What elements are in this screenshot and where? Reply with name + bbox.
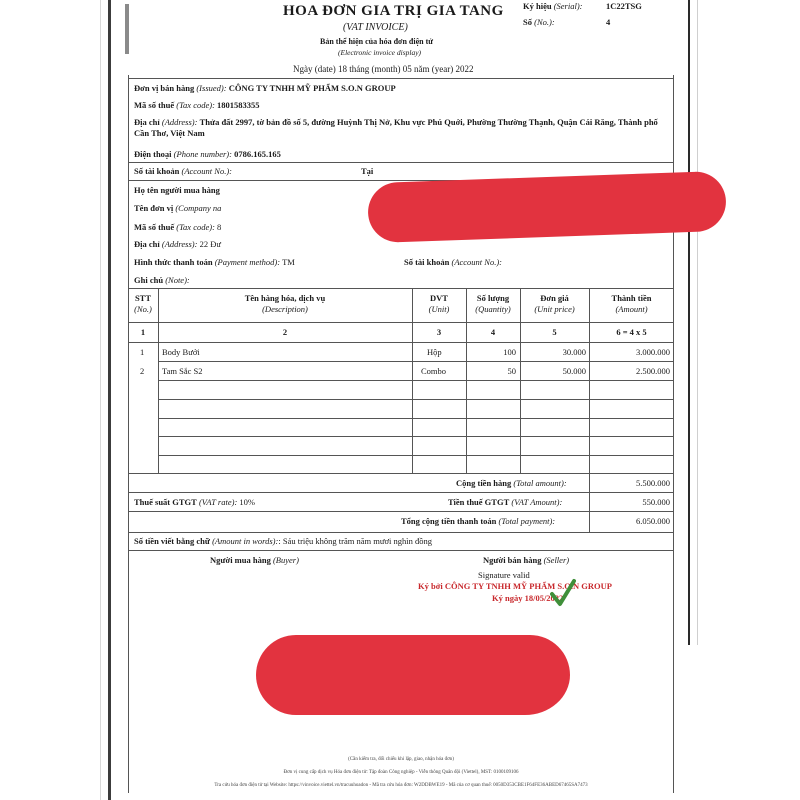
table-bottom-border [128, 473, 674, 474]
row2-desc: Tam Sắc S2 [162, 366, 203, 376]
th-unit-price: Đơn giá (Unit price) [534, 293, 575, 314]
seller-bank-label: Tại [361, 166, 374, 176]
signature-signed-by: Ký bởi CÔNG TY TNHH MỸ PHẨM S.O.N GROUP [418, 581, 612, 591]
buyer-signature-label: Người mua hàng (Buyer) [210, 555, 299, 565]
th-description: Tên hàng hóa, dịch vụ (Description) [244, 293, 326, 314]
index-cell: 1 [140, 327, 146, 337]
buyer-tax-code: Mã số thuế (Tax code): 8 [134, 222, 222, 232]
seller-account: Số tài khoản (Account No.): [134, 166, 232, 176]
index-cell: 3 [436, 327, 442, 337]
buyer-payment-method: Hình thức thanh toán (Payment method): TM [134, 257, 295, 267]
footer-line-3: Tra cứu hóa đơn điện tử tại Website: https://vinvoice.viettel.vn/tracuuhoadon - Mã tra cứu hóa đơn: W2DDBWE19 - Mã của cơ quan thuế: 0050D353CBE1F64FE36ABED67465SA7473 [214, 783, 588, 788]
buyer-name-label: Họ tên người mua hàng [134, 185, 220, 195]
th-unit: DVT (Unit) [428, 293, 450, 314]
row-border [128, 322, 674, 323]
signature-check-icon [550, 578, 576, 608]
table-top-border [128, 288, 674, 289]
signature-signed-date: Ký ngày 18/05/2022 [492, 593, 564, 603]
seller-issued: Đơn vị bán hàng (Issued): CÔNG TY TNHH MỸ PHẨM S.O.N GROUP [134, 83, 396, 93]
vat-rate: Thuế suất GTGT (VAT rate): 10% [134, 497, 255, 507]
th-no: STT (No.) [134, 293, 152, 314]
index-cell: 6 = 4 x 5 [616, 327, 647, 337]
paper-shadow-left [100, 0, 101, 800]
signature-valid: Signature valid [478, 570, 530, 580]
vat-amount-label: Tiền thuế GTGT (VAT Amount): [448, 497, 563, 507]
row-border [128, 342, 674, 343]
frame-left [128, 75, 129, 793]
number-value: 4 [606, 17, 611, 27]
total-payment-label: Tổng cộng tiền thanh toán (Total payment): [401, 516, 556, 526]
row-border [128, 550, 674, 551]
number-label: Số (No.): [523, 17, 555, 27]
row-border [128, 532, 674, 533]
display-note-en: (Electronic invoice display) [338, 48, 422, 57]
seller-address: Địa chỉ (Address): Thửa đất 2997, tờ bản đồ số 5, đường Huỳnh Thị Nở, Khu vực Phú Quới, Phường Thường Thạnh, Quận Cái Răng, Thành phố Cần Thơ, Việt Nam [134, 117, 658, 138]
row2-qty: 50 [507, 366, 516, 376]
vat-amount-value: 550.000 [642, 497, 670, 507]
total-amount-label: Cộng tiền hàng (Total amount): [456, 478, 567, 488]
total-amount-value: 5.500.000 [636, 478, 670, 488]
invoice-date: Ngày (date) 18 tháng (month) 05 năm (year) 2022 [293, 64, 474, 74]
buyer-note: Ghi chú (Note): [134, 275, 190, 285]
row2-no: 2 [140, 366, 145, 376]
row-border [158, 418, 674, 419]
total-payment-value: 6.050.000 [636, 516, 670, 526]
photo-white-area [678, 645, 800, 800]
row2-amount: 2.500.000 [636, 366, 670, 376]
th-amount: Thành tiền (Amount) [611, 293, 652, 314]
row1-no: 1 [140, 347, 145, 357]
redaction-footer [256, 635, 570, 715]
invoice-title: HOA ĐƠN GIA TRỊ GIA TANG [283, 3, 504, 19]
th-quantity: Số lượng (Quantity) [475, 293, 511, 314]
footer-line-1: (Cần kiểm tra, đối chiếu khi lập, giao, nhận hóa đơn) [348, 757, 454, 762]
display-note-vi: Bản thể hiện của hóa đơn điện tử [320, 37, 434, 46]
row-border [158, 399, 674, 400]
index-cell: 4 [490, 327, 496, 337]
row1-unit: Hộp [427, 347, 442, 357]
seller-tax-code: Mã số thuế (Tax code): 1801583355 [134, 100, 260, 110]
row1-qty: 100 [503, 347, 516, 357]
row-border [158, 455, 674, 456]
invoice-subtitle: (VAT INVOICE) [343, 22, 408, 33]
row2-unit: Combo [421, 366, 447, 376]
index-cell: 2 [282, 327, 288, 337]
row2-price: 50.000 [562, 366, 586, 376]
seller-signature-label: Người bán hàng (Seller) [483, 555, 570, 565]
divider [128, 162, 674, 163]
paper-edge-left [108, 0, 111, 800]
row-border [128, 492, 674, 493]
buyer-company: Tên đơn vị (Company na [134, 203, 222, 213]
row-border [158, 436, 674, 437]
seller-phone: Điện thoại (Phone number): 0786.165.165 [134, 149, 281, 159]
row-border [128, 511, 674, 512]
row1-desc: Body Bưởi [162, 347, 200, 357]
row1-amount: 3.000.000 [636, 347, 670, 357]
row-border [158, 361, 674, 362]
buyer-address: Địa chỉ (Address): 22 Đư [134, 239, 221, 249]
footer-line-2: Đơn vị cung cấp dịch vụ Hóa đơn điện tử: Tập đoàn Công nghiệp - Viễn thông Quân đội (Viettel), MST: 0100109106 [283, 770, 519, 775]
divider [128, 78, 674, 79]
amount-in-words: Số tiền viết bằng chữ (Amount in words):: Sáu triệu không trăm năm mươi nghìn đồng [134, 536, 432, 546]
row-border [158, 380, 674, 381]
buyer-account: Số tài khoản (Account No.): [404, 257, 502, 267]
redaction-buyer [367, 171, 727, 243]
index-cell: 5 [552, 327, 557, 337]
row1-price: 30.000 [562, 347, 586, 357]
serial-value: 1C22TSG [606, 1, 642, 11]
serial-label: Ký hiệu (Serial): [523, 1, 583, 11]
